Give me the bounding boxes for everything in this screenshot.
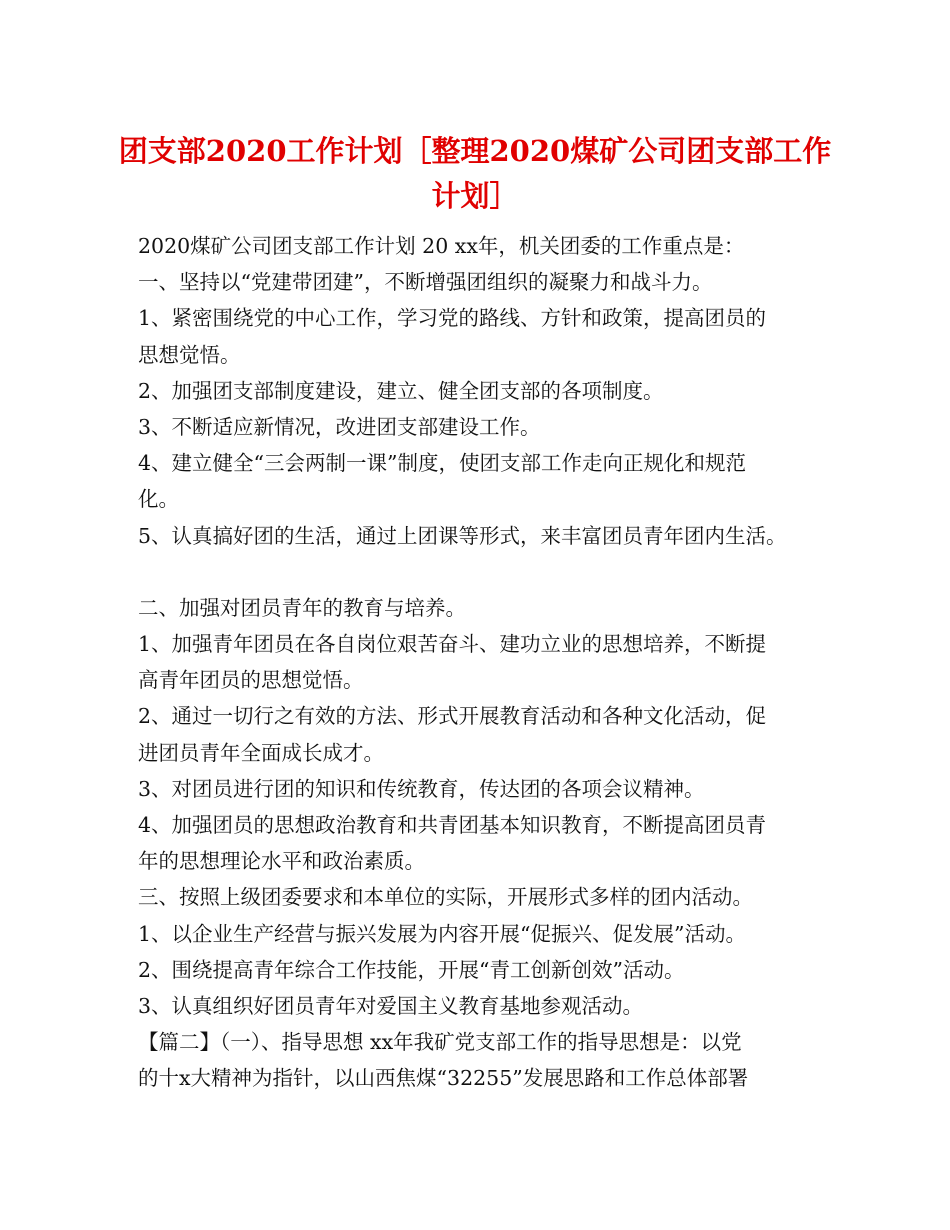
paragraph-line: 2、通过一切行之有效的方法、形式开展教育活动和各种文化活动，促 <box>138 704 767 729</box>
paragraph-line: 进团员青年全面成长成才。 <box>138 740 384 765</box>
document-title-line-2: 计划］ <box>431 179 519 213</box>
paragraph-line: 思想觉悟。 <box>138 342 241 367</box>
paragraph-line: 二、加强对团员青年的教育与培养。 <box>138 595 466 620</box>
blank-line <box>138 554 828 590</box>
document-title-line-1: 团支部2020工作计划［整理2020煤矿公司团支部工作 <box>118 134 832 168</box>
paragraph-line: 高青年团员的思想觉悟。 <box>138 668 364 693</box>
paragraph-line: 三、按照上级团委要求和本单位的实际，开展形式多样的团内活动。 <box>138 885 753 910</box>
paragraph-line: 的十x大精神为指针，以山西焦煤“32255”发展思路和工作总体部署 <box>138 1066 749 1091</box>
document-body <box>138 228 828 1097</box>
paragraph-line: 1、以企业生产经营与振兴发展为内容开展“促振兴、促发展”活动。 <box>138 921 747 946</box>
paragraph-line: 【篇二】（一）、指导思想 xx年我矿党支部工作的指导思想是：以党 <box>138 1030 742 1055</box>
paragraph-line: 4、加强团员的思想政治教育和共青团基本知识教育，不断提高团员青 <box>138 813 767 837</box>
paragraph-line: 化。 <box>138 487 179 512</box>
paragraph-line: 1、紧密围绕党的中心工作，学习党的路线、方针和政策，提高团员的 <box>138 306 767 331</box>
paragraph-line: 3、认真组织好团员青年对爱国主义教育基地参观活动。 <box>138 993 644 1018</box>
paragraph-line: 一、坚持以“党建带团建”，不断增强团组织的凝聚力和战斗力。 <box>138 270 713 295</box>
paragraph-line: 2、围绕提高青年综合工作技能，开展“青工创新创效”活动。 <box>138 957 685 982</box>
paragraph-line: 年的思想理论水平和政治素质。 <box>138 849 425 874</box>
paragraph-line: 5、认真搞好团的生活，通过上团课等形式，来丰富团员青年团内生活。 <box>138 523 787 548</box>
paragraph-line: 2020煤矿公司团支部工作计划 20 xx年，机关团委的工作重点是： <box>138 234 745 258</box>
paragraph-line: 4、建立健全“三会两制一课”制度，使团支部工作走向正规化和规范 <box>138 451 747 476</box>
paragraph-line: 3、对团员进行团的知识和传统教育，传达团的各项会议精神。 <box>138 776 705 801</box>
paragraph-line: 3、不断适应新情况，改进团支部建设工作。 <box>138 414 541 439</box>
paragraph-line: 2、加强团支部制度建设，建立、健全团支部的各项制度。 <box>138 378 664 403</box>
paragraph-line: 1、加强青年团员在各自岗位艰苦奋斗、建功立业的思想培养，不断提 <box>138 632 767 657</box>
